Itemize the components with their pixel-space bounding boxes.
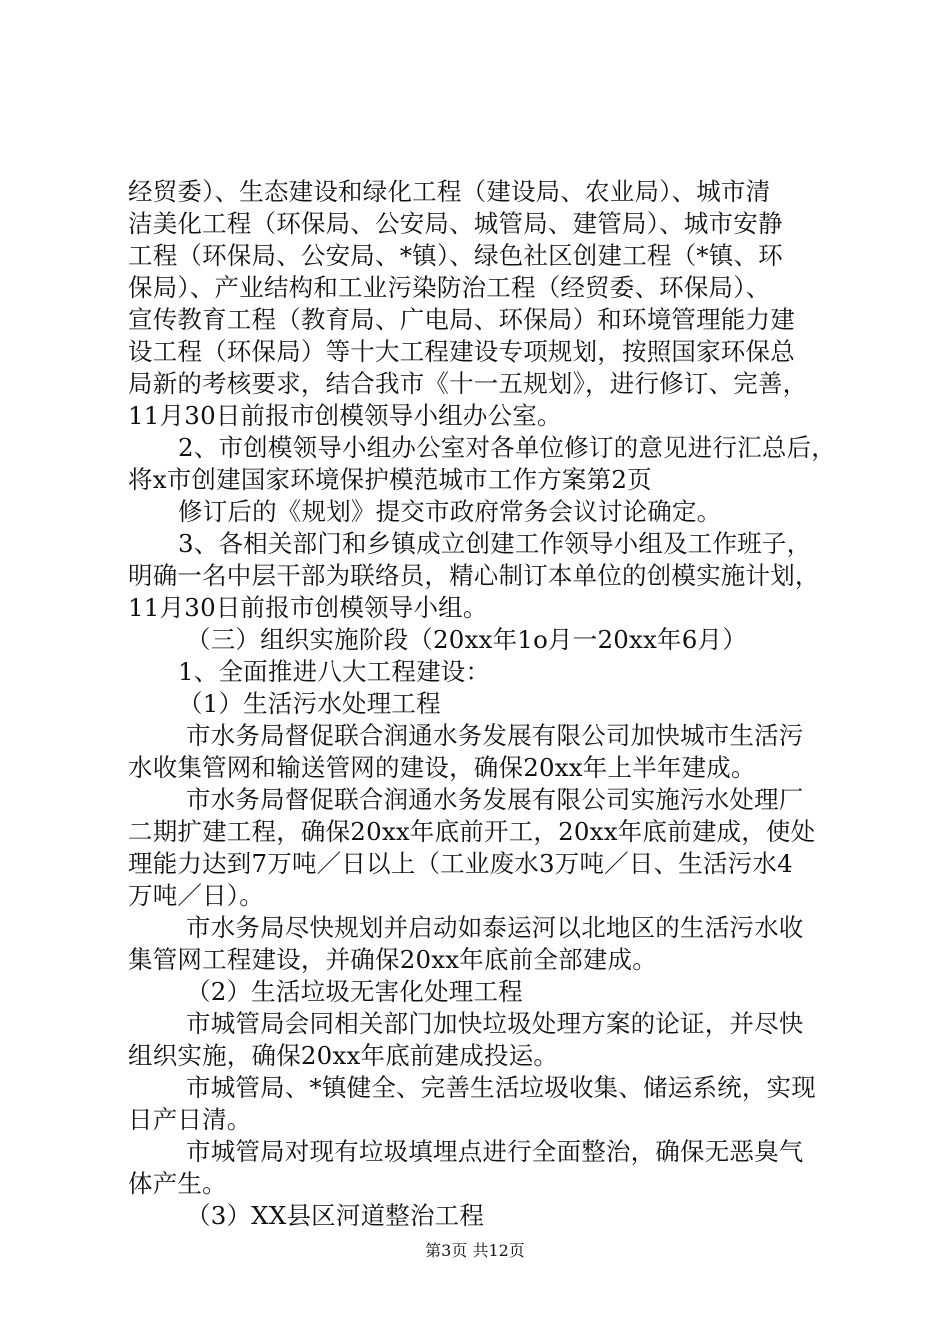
text-line: 局新的考核要求，结合我市《十一五规划》，进行修订、完善，: [128, 369, 808, 398]
text-line: 将x市创建国家环境保护模范城市工作方案第2页: [128, 465, 652, 494]
text-line: 市水务局尽快规划并启动如泰运河以北地区的生活污水收: [186, 913, 804, 942]
text-line: 11月30日前报市创模领导小组。: [128, 593, 488, 622]
text-line: 经贸委）、生态建设和绿化工程（建设局、农业局）、城市清: [128, 177, 771, 206]
text-line: 修订后的《规划》提交市政府常务会议讨论确定。: [178, 497, 722, 526]
text-line: 明确一名中层干部为联络员，精心制订本单位的创模实施计划，: [128, 561, 820, 590]
text-line: 水收集管网和输送管网的建设，确保20xx年上半年建成。: [128, 753, 756, 782]
text-line: 集管网工程建设，并确保20xx年底前全部建成。: [128, 945, 657, 974]
text-line: 日产日清。: [128, 1105, 252, 1134]
text-line: 1、全面推进八大工程建设：: [178, 657, 491, 686]
text-line: 11月30日前报市创模领导小组办公室。: [128, 401, 562, 430]
document-body: [128, 176, 836, 1232]
text-line: （三）组织实施阶段（20xx年1o月一20xx年6月）: [186, 625, 747, 654]
text-line: 市水务局督促联合润通水务发展有限公司加快城市生活污: [186, 721, 804, 750]
text-line: 市城管局、*镇健全、完善生活垃圾收集、储运系统，实现: [186, 1073, 816, 1102]
text-line: （1）生活污水处理工程: [178, 689, 441, 718]
text-line: 设工程（环保局）等十大工程建设专项规划，按照国家环保总: [128, 337, 795, 366]
page-footer: 第3页 共12页: [425, 1241, 525, 1260]
text-line: （2）生活垃圾无害化处理工程: [186, 977, 523, 1006]
text-line: 市水务局督促联合润通水务发展有限公司实施污水处理厂: [186, 785, 804, 814]
text-line: 万吨／日）。: [128, 881, 264, 910]
text-line: 体产生。: [128, 1169, 227, 1198]
text-line: 3、各相关部门和乡镇成立创建工作领导小组及工作班子，: [178, 529, 812, 558]
text-line: 2、市创模领导小组办公室对各单位修订的意见进行汇总后，: [178, 433, 836, 462]
text-line: 二期扩建工程，确保20xx年底前开工，20xx年底前建成，使处: [128, 817, 816, 846]
text-line: 工程（环保局、公安局、*镇）、绿色社区创建工程（*镇、环: [128, 241, 783, 270]
text-line: 市城管局会同相关部门加快垃圾处理方案的论证，并尽快: [186, 1009, 804, 1038]
text-line: （3）XX县区河道整治工程: [186, 1201, 485, 1230]
text-line: 组织实施，确保20xx年底前建成投运。: [128, 1041, 559, 1070]
text-line: 洁美化工程（环保局、公安局、城管局、建管局）、城市安静: [128, 209, 783, 238]
text-line: 宣传教育工程（教育局、广电局、环保局）和环境管理能力建: [128, 305, 795, 334]
text-line: 市城管局对现有垃圾填埋点进行全面整治，确保无恶臭气: [186, 1137, 804, 1166]
text-line: 理能力达到7万吨／日以上（工业废水3万吨／日、生活污水4: [128, 849, 793, 878]
text-line: 保局）、产业结构和工业污染防治工程（经贸委、环保局）、: [128, 273, 771, 302]
